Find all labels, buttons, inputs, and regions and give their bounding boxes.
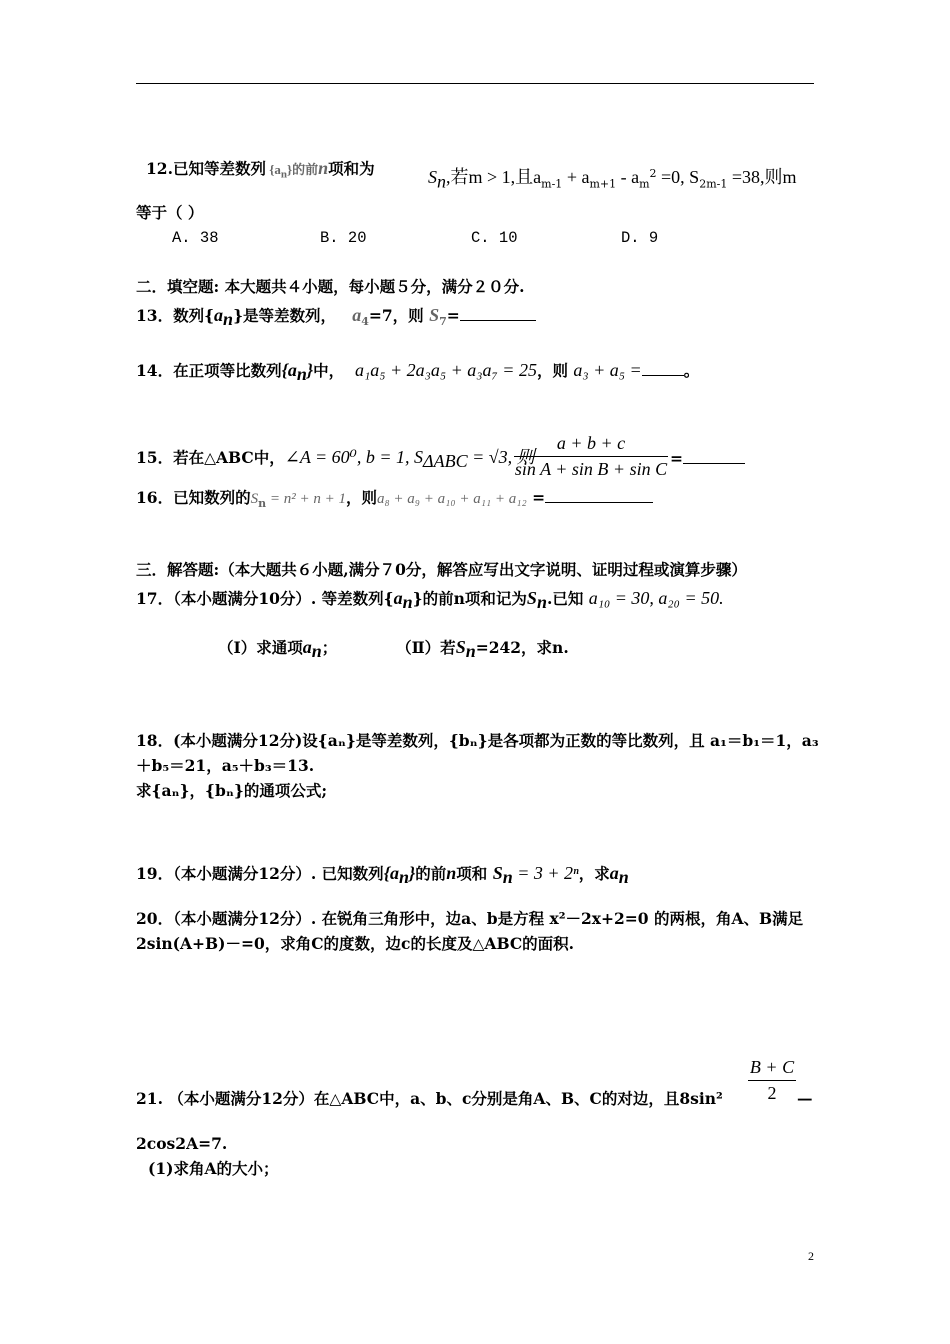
q20-line1: 20．（本小题满分12分）. 在锐角三角形中，边a、b是方程 x²－2x+2=0 的两根，角A、B满足 bbox=[136, 909, 804, 928]
q16: 16．已知数列的$S_n = n^2 + n + 1$，则a₈ + a₉ + a₁₀ + a₁₁ + a₁₂ = bbox=[136, 488, 653, 514]
q12-line2: 等于（ ） bbox=[136, 203, 204, 222]
q21-denominator: 2 bbox=[767, 1083, 777, 1103]
q21-numerator: B + C bbox=[749, 1057, 795, 1077]
page-number: 2 bbox=[808, 1249, 814, 1263]
q21-part1: (1)求角A的大小； bbox=[148, 1159, 279, 1178]
q19: 19．（本小题满分12分）. 已知数列$\{a_n\}$的前n项和 $S_n = 3 + 2^n$，求$a_n$ bbox=[136, 863, 629, 888]
q18-line3: 求{aₙ}，{bₙ}的通项公式; bbox=[136, 781, 328, 800]
q12-option-c: C. 10 bbox=[471, 229, 518, 247]
q12-seq: $\{a_n\}$的前 bbox=[269, 162, 319, 181]
q14-answer-blank bbox=[642, 369, 684, 376]
section2-heading: 二．填空题: 本大题共４小题，每小题５分，满分２０分. bbox=[136, 277, 525, 296]
q15: 15．若在△ABC中，∠A = 60⁰, b = 1, $S_{\Delta ABC} = √3$, 则 bbox=[136, 447, 535, 472]
q12-option-a: A. 38 bbox=[172, 229, 219, 247]
q21-fraction bbox=[748, 1057, 796, 1104]
q12-option-d: D. 9 bbox=[621, 229, 659, 247]
q18-line1: 18．(本小题满分12分)设{aₙ}是等差数列，{bₙ}是各项都为正数的等比数列，且 a₁＝b₁＝1，a₃ bbox=[136, 731, 819, 750]
q13: 13．数列$\{a_n\}$是等差数列， $a_4=7$，则 $S_7=$ bbox=[136, 305, 536, 332]
q16-answer-blank bbox=[545, 488, 653, 503]
q21-line1: 21. （本小题满分12分）在△ABC中，a、b、c分别是角A、B、C的对边，且8sin² bbox=[136, 1089, 723, 1108]
header-rule bbox=[136, 83, 814, 84]
q15-answer-blank bbox=[683, 449, 745, 464]
q21-line2: 2cos2A=7. bbox=[136, 1134, 228, 1153]
q15-answer: = bbox=[670, 449, 745, 469]
q12-stem: 12.已知等差数列 bbox=[146, 159, 266, 178]
q12-option-b: B. 20 bbox=[320, 229, 367, 247]
q12-mid: 项和为 bbox=[328, 159, 375, 178]
q17-line1: 17．（本小题满分10分）. 等差数列$\{a_n\}$的前n项和记为$S_n$.已知 a₁₀ = 30, a₂₀ = 50. bbox=[136, 588, 724, 613]
q14: 14．在正项等比数列$\{a_n\}$中， a₁a₅ + 2a₃a₅ + a₃a₇ = 25，则 a₃ + a₅ = 。 bbox=[136, 360, 700, 385]
q12-n: n bbox=[318, 158, 329, 178]
q17-parts: （Ⅰ）求通项$a_n$； （Ⅱ）若$S_n=242$，求n. bbox=[218, 637, 569, 662]
q18-line2: ＋b₅＝21，a₅＋b₃＝13. bbox=[136, 756, 315, 775]
section3-heading: 三．解答题:（本大题共６小题,满分７0分，解答应写出文字说明、证明过程或演算步骤） bbox=[136, 560, 747, 579]
q15-fraction bbox=[514, 433, 668, 480]
q20-line2: 2sin(A+B)－=0，求角C的度数，边c的长度及△ABC的面积. bbox=[136, 934, 575, 953]
q15-denominator: sin A + sin B + sin C bbox=[514, 459, 668, 479]
q12-condition: $S_n$,若m > 1,且$a_{m-1} + a_{m+1} - a_m^2 =0$, $S_{2m-1} =38$,则m bbox=[428, 167, 797, 192]
q12-line1 bbox=[146, 158, 375, 185]
q13-answer-blank bbox=[460, 306, 536, 321]
q21-dash: — bbox=[797, 1089, 813, 1108]
q15-numerator: a + b + c bbox=[556, 433, 626, 453]
